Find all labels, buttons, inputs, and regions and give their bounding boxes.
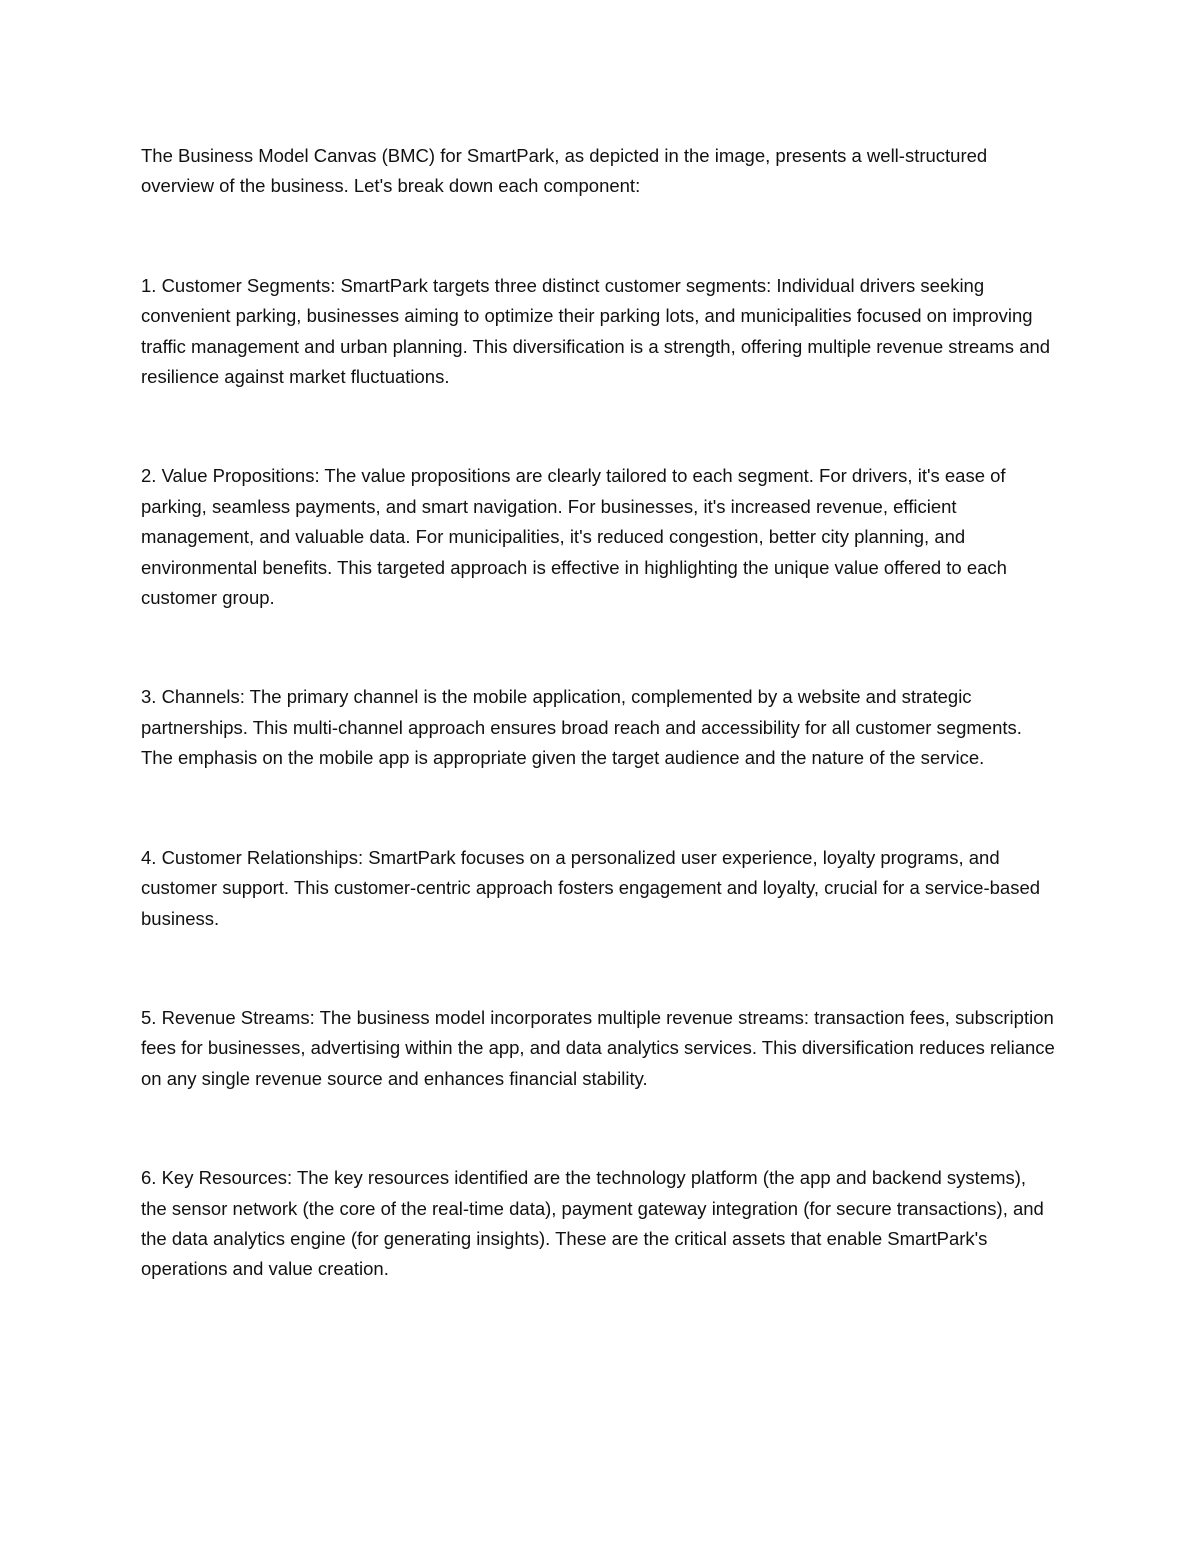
section-revenue-streams: 5. Revenue Streams: The business model incorporates multiple revenue streams: transaction fees, subscription fees for businesses, advertising within the app, and data analytics services. This diversification reduces reliance on any single revenue source and enhances financial stability. bbox=[141, 1006, 1055, 1089]
document-body bbox=[141, 141, 1056, 1285]
section-customer-segments: 1. Customer Segments: SmartPark targets three distinct customer segments: Individual drivers seeking convenient parking, businesses aiming to optimize their parking lots, and municipalities focused on improving traffic management and urban planning. This diversification is a strength, offering multiple revenue streams and resilience against market fluctuations. bbox=[141, 274, 1051, 388]
section-key-resources: 6. Key Resources: The key resources identified are the technology platform (the app and backend systems), the sensor network (the core of the real-time data), payment gateway integration (for secure transactions), and the data analytics engine (for generating insights). These are the critical assets that enable SmartPark's operations and value creation. bbox=[141, 1167, 1044, 1280]
intro-paragraph: The Business Model Canvas (BMC) for SmartPark, as depicted in the image, presents a well-structured overview of the business. Let's break down each component: bbox=[141, 145, 988, 197]
section-value-propositions: 2. Value Propositions: The value propositions are clearly tailored to each segment. For drivers, it's ease of parking, seamless payments, and smart navigation. For businesses, it's increased revenue, efficient management, and valuable data. For municipalities, it's reduced congestion, better city planning, and environmental benefits. This targeted approach is effective in highlighting the unique value offered to each customer group. bbox=[141, 465, 1007, 609]
section-channels: 3. Channels: The primary channel is the mobile application, complemented by a website and strategic partnerships. This multi-channel approach ensures broad reach and accessibility for all customer segments. The emphasis on the mobile app is appropriate given the target audience and the nature of the service. bbox=[141, 686, 1022, 769]
section-customer-relationships: 4. Customer Relationships: SmartPark focuses on a personalized user experience, loyalty programs, and customer support. This customer-centric approach fosters engagement and loyalty, crucial for a service-based business. bbox=[141, 846, 1041, 929]
